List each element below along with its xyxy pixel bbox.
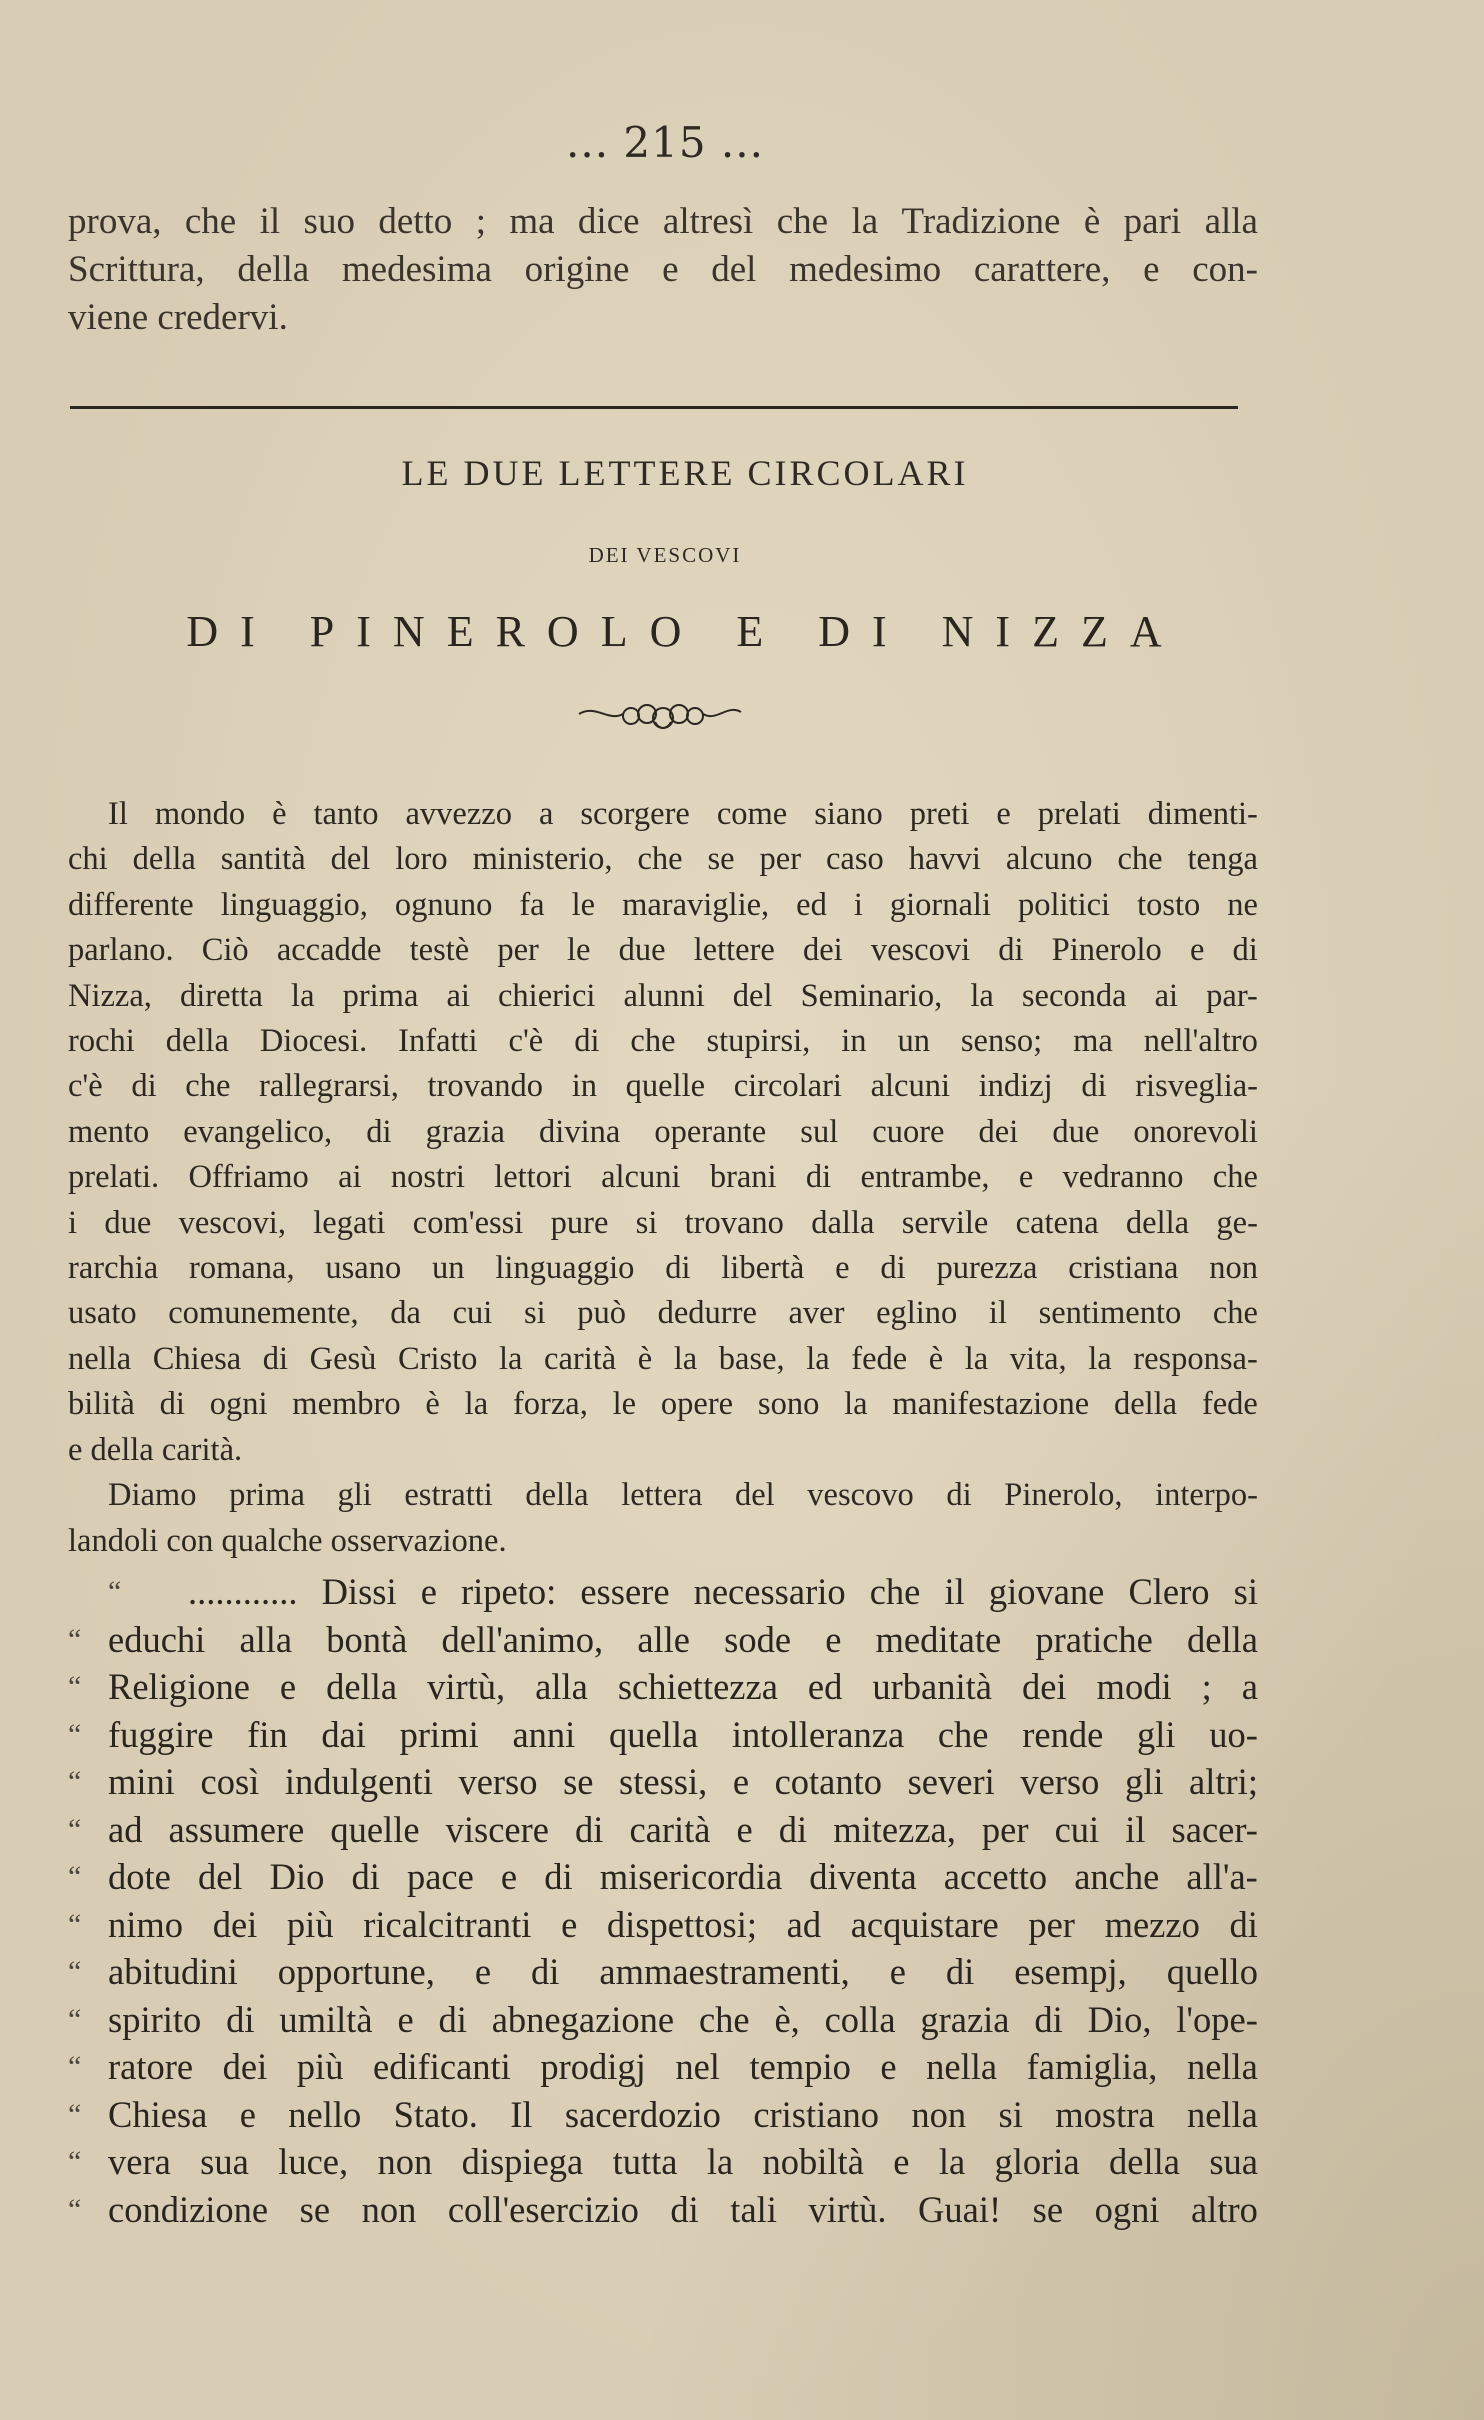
text-line: usato comunemente, da cui si può dedurre aver eglino il sentimento che: [68, 1295, 1258, 1332]
quote-mark: “: [68, 2050, 82, 2083]
quote-mark: “: [68, 1765, 82, 1798]
text-line: prelati. Offriamo ai nostri lettori alcuni brani di entrambe, e vedranno che: [68, 1159, 1258, 1196]
quote-mark: “: [68, 2145, 82, 2178]
text-line: mento evangelico, di grazia divina operante sul cuore dei due onorevoli: [68, 1113, 1258, 1150]
quote-line: [68, 1996, 1258, 2044]
quote-line: [68, 2091, 1258, 2139]
text-line: rochi della Diocesi. Infatti c'è di che stupirsi, in un senso; ma nell'altro: [68, 1023, 1258, 1060]
quote-text: mini così indulgenti verso se stessi, e cotanto severi verso gli altri;: [108, 1761, 1258, 1802]
text-line: nella Chiesa di Gesù Cristo la carità è la base, la fede è la vita, la responsa-: [68, 1340, 1258, 1377]
quote-mark: “: [68, 2002, 82, 2036]
article-subtitle: DEI VESCOVI: [588, 543, 742, 567]
quote-text: dote del Dio di pace e di misericordia diventa accetto anche all'a-: [108, 1856, 1258, 1897]
quote-mark: “: [108, 1575, 122, 1608]
text-line: parlano. Ciò accadde testè per le due lettere dei vescovi di Pinerolo e di: [68, 932, 1258, 969]
article-places: DI PINEROLO E DI NIZZA: [186, 607, 1184, 656]
quote-line: [68, 1711, 1258, 1759]
quote-text: condizione se non coll'esercizio di tali virtù. Guai! se ogni altro: [108, 2188, 1258, 2230]
text-line: viene credervi.: [68, 297, 288, 338]
text-line: e della carità.: [68, 1431, 243, 1468]
quote-mark: “: [68, 1812, 82, 1846]
quote-mark: “: [68, 1907, 82, 1941]
quote-text: vera sua luce, non dispiega tutta la nobiltà e la gloria della sua: [108, 2141, 1258, 2182]
quote-line: [68, 2138, 1258, 2186]
section-divider: [70, 406, 1238, 409]
text-line: chi della santità del loro ministerio, che se per caso havvi alcuno che tenga: [68, 841, 1258, 878]
quote-line: [68, 1568, 1258, 1616]
quote-text: Chiesa e nello Stato. Il sacerdozio cristiano non si mostra nella: [108, 2093, 1258, 2135]
quote-text: abitudini opportune, e di ammaestramenti, e di esempj, quello: [108, 1951, 1258, 1992]
quote-text: ratore dei più edificanti prodigj nel tempio e nella famiglia, nella: [108, 2046, 1258, 2087]
article-title: LE DUE LETTERE CIRCOLARI: [401, 453, 969, 493]
quote-line: [68, 1806, 1258, 1854]
quote-text: fuggire fin dai primi anni quella intolleranza che rende gli uo-: [108, 1713, 1258, 1755]
text-line: differente linguaggio, ognuno fa le maraviglie, ed i giornali politici tosto ne: [68, 886, 1258, 923]
quote-line: [68, 1901, 1258, 1949]
quote-line: [68, 1853, 1258, 1901]
body-paragraph-1: [68, 792, 1258, 1564]
quote-line: [68, 2043, 1258, 2091]
page-number: ... 215 ...: [566, 118, 764, 167]
quote-text: ad assumere quelle viscere di carità e di mitezza, per cui il sacer-: [108, 1808, 1258, 1850]
quote-mark: “: [68, 1717, 82, 1751]
text-line: Scrittura, della medesima origine e del medesimo carattere, e con-: [68, 249, 1258, 290]
quote-text: Religione e della virtù, alla schiettezza ed urbanità dei modi ; a: [108, 1666, 1258, 1707]
quote-mark: “: [68, 1860, 82, 1893]
quoted-letter: [68, 1568, 1258, 2233]
quote-mark: “: [68, 2097, 82, 2131]
text-line: Diamo prima gli estratti della lettera del vescovo di Pinerolo, interpo-: [108, 1477, 1258, 1514]
quote-text: ............ Dissi e ripeto: essere necessario che il giovane Clero si: [188, 1571, 1258, 1612]
text-line: prova, che il suo detto ; ma dice altresì che la Tradizione è pari alla: [68, 201, 1258, 242]
text-line: Nizza, diretta la prima ai chierici alunni del Seminario, la seconda ai par-: [68, 977, 1258, 1014]
quote-text: educhi alla bontà dell'animo, alle sode e meditate pratiche della: [108, 1618, 1258, 1660]
text-line: i due vescovi, legati com'essi pure si trovano dalla servile catena della ge-: [68, 1204, 1258, 1241]
quote-line: [68, 1616, 1258, 1664]
text-line: bilità di ogni membro è la forza, le opere sono la manifestazione della fede: [68, 1386, 1258, 1423]
quote-text: nimo dei più ricalcitranti e dispettosi; ad acquistare per mezzo di: [108, 1903, 1258, 1945]
quote-text: spirito di umiltà e di abnegazione che è, colla grazia di Dio, l'ope-: [108, 1998, 1258, 2040]
fleuron-ornament-icon: [575, 700, 745, 734]
quote-mark: “: [68, 1622, 82, 1656]
text-line: c'è di che rallegrarsi, trovando in quelle circolari alcuni indizj di risveglia-: [68, 1068, 1258, 1105]
quote-mark: “: [68, 1670, 82, 1703]
quote-line: [68, 1948, 1258, 1996]
text-line: rarchia romana, usano un linguaggio di libertà e di purezza cristiana non: [68, 1250, 1258, 1287]
quote-line: [68, 1758, 1258, 1806]
text-line: Il mondo è tanto avvezzo a scorgere come siano preti e prelati dimenti-: [108, 796, 1258, 832]
quote-mark: “: [68, 1955, 82, 1988]
top-paragraph: [68, 198, 1258, 342]
quote-line: [68, 2186, 1258, 2234]
quote-line: [68, 1663, 1258, 1711]
quote-mark: “: [68, 2192, 82, 2226]
text-line: landoli con qualche osservazione.: [68, 1522, 507, 1559]
